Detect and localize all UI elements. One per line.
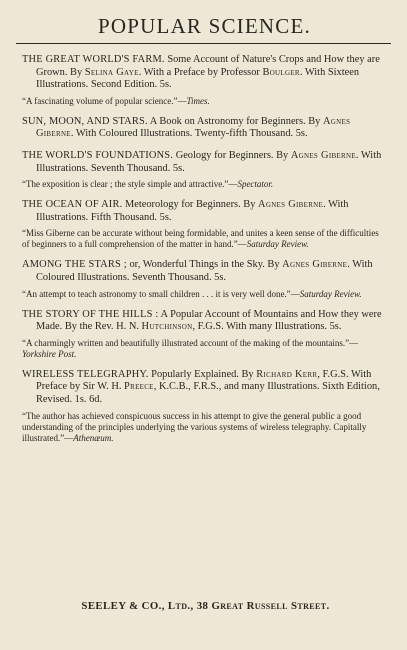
book-title: THE GREAT WORLD'S FARM. — [22, 54, 165, 65]
book-description — [22, 369, 387, 407]
book-author: Agnes Giberne — [258, 199, 324, 211]
book-details: . With a Preface by Professor — [138, 66, 263, 78]
book-details: , F.G.S. With many Illustrations. 5s. — [192, 321, 342, 333]
quote-source: Athenæum. — [73, 432, 114, 443]
book-author: Agnes Giberne — [282, 259, 348, 271]
book-title: AMONG THE STARS ; — [22, 259, 127, 271]
book-description — [22, 54, 387, 92]
title-rule — [16, 43, 391, 44]
book-author: Hutchinson — [141, 321, 193, 333]
book-description — [22, 259, 387, 284]
book-entry — [22, 116, 387, 141]
book-details: . With Illustrations. Fifth Thousand. 5s. — [36, 199, 349, 223]
book-contributor: Preece — [124, 381, 154, 393]
book-author: Selina Gaye — [84, 66, 139, 78]
book-summary: Geology for Beginners. By — [173, 149, 291, 161]
book-title: SUN, MOON, AND STARS. — [22, 115, 148, 127]
quote-source: Saturday Review. — [246, 239, 309, 250]
book-details: , F.G.S. With Preface by Sir W. H. — [36, 368, 372, 393]
publisher-address: , 38 Great Russell Street. — [190, 600, 330, 612]
book-edition: , K.C.B., F.R.S., and many Illustrations. Sixth Edition, Revised. 1s. 6d. — [36, 381, 380, 405]
book-title: THE OCEAN OF AIR. — [22, 199, 123, 211]
book-contributor: Boulger — [262, 66, 300, 78]
book-description — [22, 199, 387, 224]
quote-text: “The exposition is clear ; the style simple and attractive.”— — [22, 179, 238, 190]
review-quote — [22, 179, 387, 190]
quote-text: “An attempt to teach astronomy to small children . . . it is very well done.”— — [22, 288, 300, 299]
book-entry — [22, 259, 387, 299]
review-quote — [22, 338, 387, 360]
quote-text: “Miss Giberne can be accurate without being formidable, and unites a keen sense of the difficulties of beginners to a full comprehension of the matter in hand.”— — [22, 228, 379, 250]
book-entry — [22, 54, 387, 107]
book-summary: or, Wonderful Things in the Sky. By — [126, 259, 283, 271]
book-entry — [22, 309, 387, 360]
book-edition: . With Sixteen Illustrations. Second Edition. 5s. — [36, 66, 360, 91]
review-quote — [22, 289, 387, 300]
book-list — [22, 54, 387, 444]
book-summary: Meteorology for Beginners. By — [122, 199, 259, 211]
quote-source: Times. — [186, 95, 210, 106]
book-entry — [22, 150, 387, 190]
quote-text: “A charmingly written and beautifully illustrated account of the making of the mountains.”— — [22, 337, 359, 348]
quote-source: Spectator. — [237, 179, 274, 190]
book-summary: Some Account of Nature's Crops and How they are Grown. By — [36, 54, 380, 78]
quote-source: Saturday Review. — [299, 288, 362, 299]
book-title: THE WORLD'S FOUNDATIONS. — [22, 149, 174, 161]
book-author: Agnes Giberne — [36, 115, 351, 140]
quote-text: “A fascinating volume of popular science.”— — [22, 95, 187, 106]
book-description — [22, 309, 387, 334]
book-description — [22, 150, 387, 175]
book-summary: A Popular Account of Mountains and How they were Made. By the Rev. H. N. — [36, 308, 382, 333]
publisher-footer — [24, 600, 387, 612]
book-details: . With Coloured Illustrations. Seventh Thousand. 5s. — [36, 259, 373, 283]
quote-text: “The author has achieved conspicuous success in his attempt to give the general public a good understanding of the principles underlying the various systems of wireless telegraphy. Capitally illustrated.”— — [22, 410, 367, 443]
book-details: . With Illustrations. Seventh Thousand. 5s. — [36, 149, 382, 174]
book-title: THE STORY OF THE HILLS : — [22, 308, 159, 320]
publisher-name: SEELEY & CO., — [81, 600, 168, 612]
review-quote — [22, 96, 387, 107]
book-entry — [22, 199, 387, 250]
book-author: Richard Kerr — [256, 368, 318, 380]
page-title: POPULAR SCIENCE. — [98, 14, 311, 38]
book-title: WIRELESS TELEGRAPHY. — [22, 368, 149, 380]
quote-source: Yorkshire Post. — [22, 348, 77, 359]
review-quote — [22, 411, 387, 444]
review-quote — [22, 228, 387, 250]
book-author: Agnes Giberne — [290, 149, 356, 161]
book-details: . With Coloured Illustrations. Twenty-fifth Thousand. 5s. — [70, 128, 308, 140]
book-summary: A Book on Astronomy for Beginners. By — [147, 115, 323, 127]
publisher-ltd: Ltd. — [167, 600, 191, 612]
book-summary: Popularly Explained. By — [148, 368, 257, 380]
book-description — [22, 116, 387, 141]
book-entry — [22, 369, 387, 444]
